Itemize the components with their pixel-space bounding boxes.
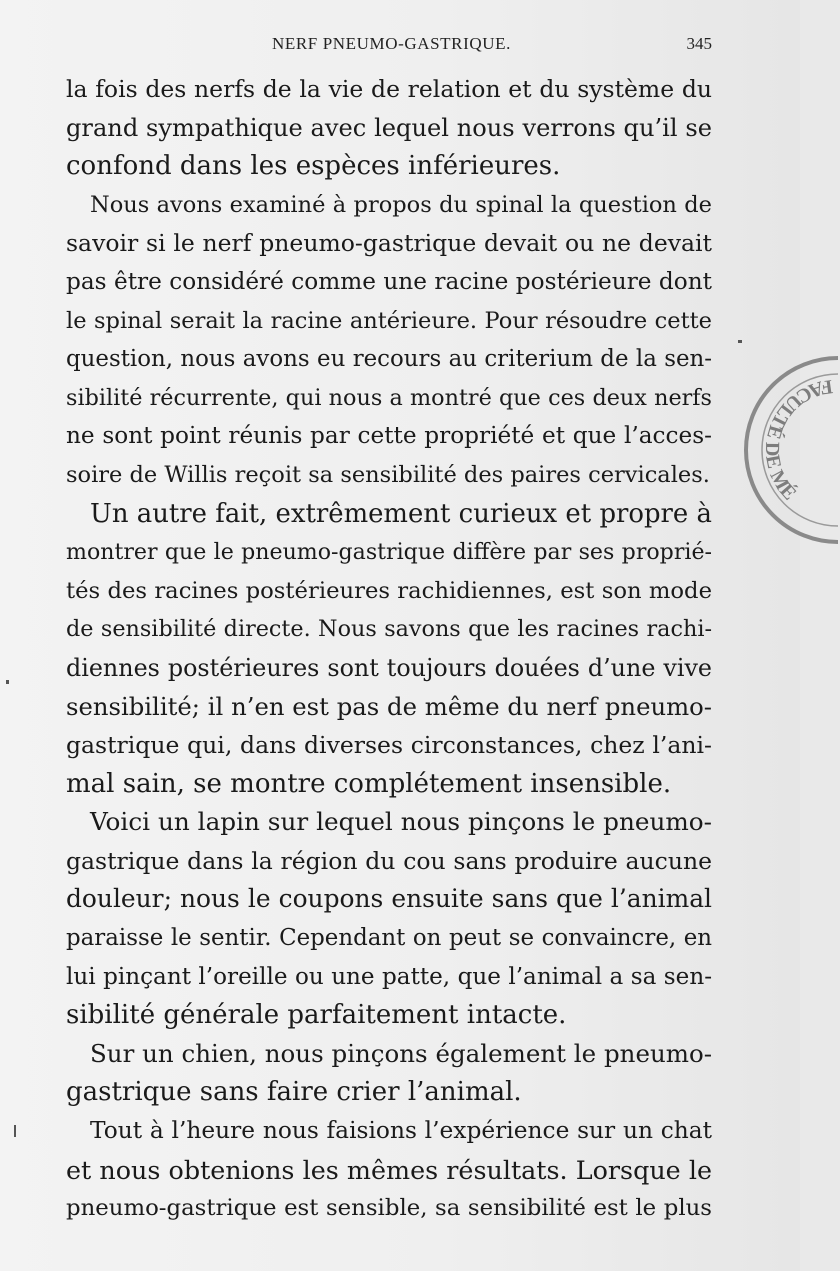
text-line: Un autre fait, extrêmement curieux et propre à — [90, 498, 712, 529]
running-title: NERF PNEUMO-GASTRIQUE. — [272, 34, 511, 53]
text-line: douleur; nous le coupons ensuite sans que l’animal — [66, 884, 712, 914]
text-line: Sur un chien, nous pinçons également le pneumo- — [90, 1038, 712, 1068]
text-line: mal sain, se montre complétement insensible. — [66, 768, 672, 799]
text-line: paraisse le sentir. Cependant on peut se convaincre, en — [66, 925, 712, 952]
text-line: montrer que le pneumo-gastrique diffère par ses proprié- — [66, 539, 712, 566]
text-line: pneumo-gastrique est sensible, sa sensibilité est le plus — [66, 1195, 712, 1222]
margin-speck — [14, 1125, 16, 1137]
text-line: la fois des nerfs de la vie de relation et du système du — [66, 75, 712, 103]
text-line: grand sympathique avec lequel nous verrons qu’il se — [66, 113, 712, 142]
text-line: gastrique sans faire crier l’animal. — [66, 1077, 522, 1108]
text-line: le spinal serait la racine antérieure. Pour résoudre cette — [66, 307, 712, 334]
text-line: tés des racines postérieures rachidiennes, est son mode — [66, 577, 712, 604]
text-line: confond dans les espèces inférieures. — [66, 151, 561, 182]
stamp-text: FACULTÉ DE MÉ — [760, 374, 834, 505]
text-line: lui pinçant l’oreille ou une patte, que l’animal a sa sen- — [66, 963, 712, 990]
svg-text:FACULTÉ DE MÉ — [761, 375, 834, 504]
text-line: savoir si le nerf pneumo-gastrique devait ou ne devait — [66, 229, 712, 258]
text-line: de sensibilité directe. Nous savons que les racines rachi- — [66, 616, 712, 643]
text-line: soire de Willis reçoit sa sensibilité des paires cervicales. — [66, 461, 710, 488]
page-number: 345 — [686, 34, 712, 53]
margin-speck — [6, 680, 9, 684]
body-text — [66, 70, 712, 1228]
margin-speck — [738, 340, 742, 343]
text-line: pas être considéré comme une racine postérieure dont — [66, 267, 712, 295]
text-line: sibilité générale parfaitement intacte. — [66, 1000, 567, 1031]
text-line: Nous avons examiné à propos du spinal la question de — [90, 191, 712, 218]
text-line: diennes postérieures sont toujours douées d’une vive — [66, 653, 712, 682]
page-header — [66, 34, 712, 58]
text-line: gastrique dans la région du cou sans produire aucune — [66, 846, 712, 875]
text-line: et nous obtenions les mêmes résultats. Lorsque le — [66, 1154, 712, 1185]
text-line: sensibilité; il n’en est pas de même du nerf pneumo- — [66, 691, 712, 721]
text-line: question, nous avons eu recours au criterium de la sen- — [66, 346, 712, 373]
text-line: gastrique qui, dans diverses circonstances, chez l’ani- — [66, 731, 712, 760]
text-line: Tout à l’heure nous faisions l’expérience sur un chat — [90, 1117, 712, 1145]
text-line: Voici un lapin sur lequel nous pinçons le pneumo- — [90, 807, 712, 837]
text-line: sibilité récurrente, qui nous a montré que ces deux nerfs — [66, 384, 712, 411]
text-line: ne sont point réunis par cette propriété et que l’acces- — [66, 422, 712, 450]
library-stamp — [740, 350, 840, 550]
